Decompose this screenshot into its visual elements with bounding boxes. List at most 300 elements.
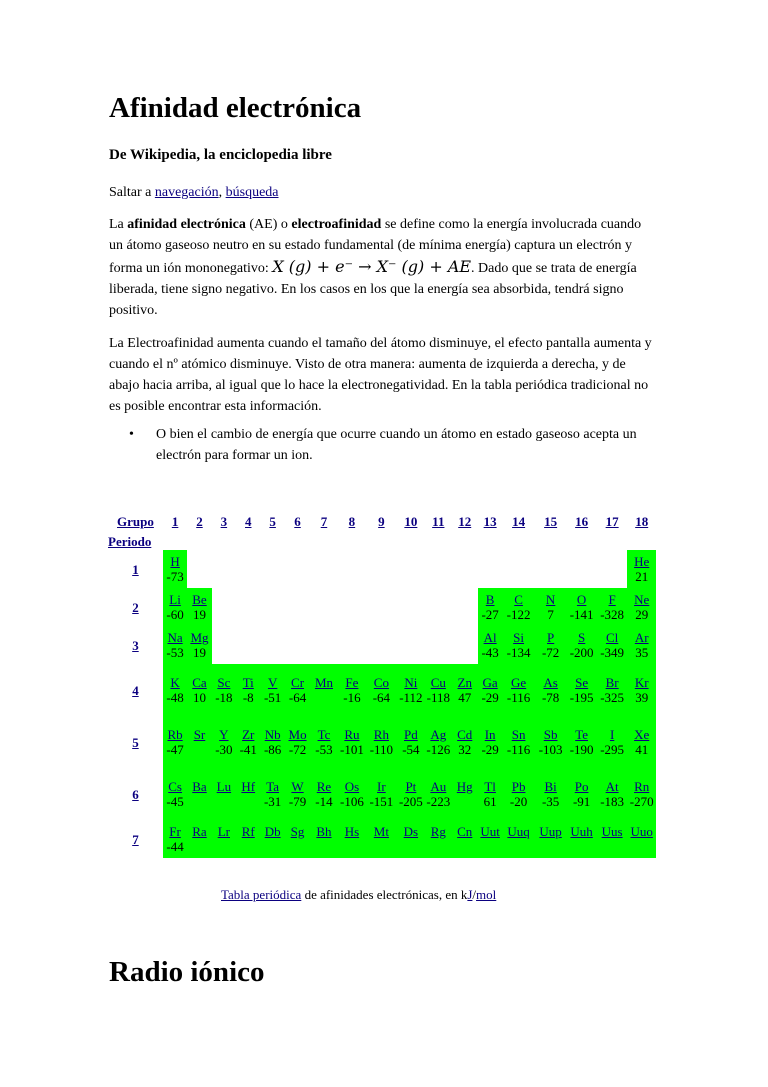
group-header-12[interactable] bbox=[452, 512, 478, 532]
element-cell-Al[interactable] bbox=[478, 626, 502, 664]
period-label[interactable]: Periodo bbox=[108, 533, 152, 549]
element-symbol-Y[interactable]: Y bbox=[219, 727, 229, 742]
empty-cell bbox=[310, 550, 337, 588]
element-cell-Ta[interactable] bbox=[260, 768, 284, 820]
element-cell-Ni[interactable] bbox=[397, 664, 425, 716]
element-symbol-Se[interactable]: Se bbox=[575, 675, 589, 690]
element-cell-Cs[interactable] bbox=[163, 768, 187, 820]
element-symbol-O[interactable]: O bbox=[576, 592, 587, 607]
group-header-16[interactable] bbox=[566, 512, 597, 532]
element-symbol-Sr[interactable]: Sr bbox=[193, 727, 206, 742]
element-affinity-Cn bbox=[452, 839, 478, 854]
element-cell-Fe[interactable] bbox=[338, 664, 366, 716]
element-affinity-Ti: -8 bbox=[242, 690, 254, 705]
element-symbol-Rh[interactable]: Rh bbox=[373, 727, 389, 742]
element-symbol-Ne[interactable]: Ne bbox=[634, 592, 650, 607]
element-cell-Hg[interactable] bbox=[452, 768, 478, 820]
group-label[interactable] bbox=[108, 512, 163, 532]
element-cell-Li[interactable] bbox=[163, 588, 187, 626]
element-cell-Mg[interactable] bbox=[187, 626, 211, 664]
empty-cell bbox=[236, 550, 260, 588]
element-cell-O[interactable] bbox=[566, 588, 597, 626]
element-symbol-Bi[interactable]: Bi bbox=[544, 779, 557, 794]
element-cell-Uus[interactable] bbox=[597, 820, 628, 858]
period-header-filler bbox=[163, 532, 656, 550]
group-header-1[interactable] bbox=[163, 512, 187, 532]
element-cell-Zn[interactable] bbox=[452, 664, 478, 716]
element-symbol-Uuq[interactable]: Uuq bbox=[507, 824, 530, 839]
element-symbol-Ta[interactable]: Ta bbox=[266, 779, 280, 794]
empty-cell bbox=[597, 550, 628, 588]
element-cell-N[interactable] bbox=[535, 588, 567, 626]
element-cell-Hf[interactable] bbox=[236, 768, 260, 820]
element-cell-Rn[interactable] bbox=[627, 768, 656, 820]
element-cell-I[interactable] bbox=[597, 716, 628, 768]
element-cell-Br[interactable] bbox=[597, 664, 628, 716]
element-cell-Cl[interactable] bbox=[597, 626, 628, 664]
p1-text-2: (AE) o bbox=[245, 217, 292, 232]
element-symbol-Zn[interactable]: Zn bbox=[457, 675, 472, 690]
p1-text-3: se define como la energía involucrada cuando un átomo gaseoso neutro en su estado fundamental (de mínima energía) captura un electrón y forma un ión mononegativo: bbox=[109, 217, 642, 276]
element-symbol-In[interactable]: In bbox=[484, 727, 496, 742]
element-affinity-Rf bbox=[236, 839, 260, 854]
element-affinity-Mg: 19 bbox=[192, 645, 206, 660]
element-symbol-Ds[interactable]: Ds bbox=[403, 824, 419, 839]
element-symbol-Ba[interactable]: Ba bbox=[192, 779, 207, 794]
element-affinity-Hs bbox=[338, 839, 366, 854]
element-cell-Uuo[interactable] bbox=[627, 820, 656, 858]
element-cell-Uuh[interactable] bbox=[566, 820, 597, 858]
element-symbol-Po[interactable]: Po bbox=[574, 779, 589, 794]
period-number-6[interactable]: 6 bbox=[132, 786, 139, 802]
element-affinity-Sg bbox=[285, 839, 310, 854]
group-header-10[interactable] bbox=[397, 512, 425, 532]
empty-cell bbox=[452, 588, 478, 626]
joule-link[interactable]: J bbox=[467, 887, 473, 902]
element-cell-Ba[interactable] bbox=[187, 768, 211, 820]
element-cell-Tl[interactable] bbox=[478, 768, 502, 820]
element-symbol-Hs[interactable]: Hs bbox=[344, 824, 360, 839]
empty-cell bbox=[452, 626, 478, 664]
empty-cell bbox=[285, 588, 310, 626]
element-cell-Pt[interactable] bbox=[397, 768, 425, 820]
element-cell-Xe[interactable] bbox=[627, 716, 656, 768]
element-symbol-Kr[interactable]: Kr bbox=[634, 675, 649, 690]
element-affinity-Au: -223 bbox=[426, 794, 451, 809]
empty-cell bbox=[366, 588, 397, 626]
element-affinity-N: 7 bbox=[547, 607, 554, 622]
element-cell-Be[interactable] bbox=[187, 588, 211, 626]
empty-cell bbox=[187, 550, 211, 588]
element-affinity-V: -51 bbox=[263, 690, 282, 705]
group-header-8[interactable] bbox=[338, 512, 366, 532]
element-cell-W[interactable] bbox=[285, 768, 310, 820]
element-cell-Uup[interactable] bbox=[535, 820, 567, 858]
group-link-14[interactable]: 14 bbox=[512, 514, 526, 529]
element-symbol-Cs[interactable]: Cs bbox=[168, 779, 182, 794]
element-affinity-Y: -30 bbox=[215, 742, 233, 757]
period-row bbox=[108, 626, 656, 664]
element-cell-Mt[interactable] bbox=[366, 820, 397, 858]
element-symbol-As[interactable]: As bbox=[543, 675, 558, 690]
element-symbol-He[interactable]: He bbox=[634, 554, 650, 569]
element-cell-Rh[interactable] bbox=[366, 716, 397, 768]
group-header-18[interactable] bbox=[627, 512, 656, 532]
element-symbol-Al[interactable]: Al bbox=[483, 630, 497, 645]
period-row bbox=[108, 768, 656, 820]
element-symbol-Rf[interactable]: Rf bbox=[241, 824, 255, 839]
periodic-table bbox=[108, 512, 656, 858]
element-symbol-W[interactable]: W bbox=[291, 779, 304, 794]
element-affinity-Cl: -349 bbox=[600, 645, 625, 660]
element-symbol-Ni[interactable]: Ni bbox=[404, 675, 418, 690]
element-symbol-Mo[interactable]: Mo bbox=[288, 727, 307, 742]
group-link-13[interactable]: 13 bbox=[483, 514, 497, 529]
mol-link[interactable]: mol bbox=[476, 887, 497, 902]
element-cell-Nb[interactable] bbox=[260, 716, 284, 768]
element-cell-Re[interactable] bbox=[310, 768, 337, 820]
element-affinity-F: -328 bbox=[600, 607, 625, 622]
group-link-4[interactable]: 4 bbox=[245, 514, 252, 529]
element-cell-Lr[interactable] bbox=[212, 820, 236, 858]
element-symbol-Te[interactable]: Te bbox=[575, 727, 589, 742]
element-symbol-Zr[interactable]: Zr bbox=[242, 727, 255, 742]
element-symbol-Fr[interactable]: Fr bbox=[169, 824, 181, 839]
element-cell-Na[interactable] bbox=[163, 626, 187, 664]
element-symbol-At[interactable]: At bbox=[605, 779, 619, 794]
element-symbol-Sn[interactable]: Sn bbox=[511, 727, 526, 742]
element-cell-Rb[interactable] bbox=[163, 716, 187, 768]
element-affinity-Cd: 32 bbox=[458, 742, 472, 757]
element-cell-Fr[interactable] bbox=[163, 820, 187, 858]
group-link-8[interactable]: 8 bbox=[348, 514, 356, 529]
group-header-3[interactable] bbox=[212, 512, 236, 532]
period-number-4[interactable]: 4 bbox=[132, 682, 139, 698]
element-cell-B[interactable] bbox=[478, 588, 502, 626]
group-header-2[interactable] bbox=[187, 512, 211, 532]
element-affinity-Mo: -72 bbox=[288, 742, 307, 757]
element-cell-Te[interactable] bbox=[566, 716, 597, 768]
element-affinity-Po: -91 bbox=[572, 794, 591, 809]
period-number-7[interactable]: 7 bbox=[132, 831, 139, 847]
element-affinity-K: -48 bbox=[166, 690, 184, 705]
element-affinity-Rg bbox=[425, 839, 451, 854]
group-link-18[interactable]: 18 bbox=[635, 514, 649, 529]
element-cell-Rf[interactable] bbox=[236, 820, 260, 858]
group-label-link[interactable]: Grupo bbox=[117, 514, 154, 529]
element-symbol-Re[interactable]: Re bbox=[316, 779, 332, 794]
group-link-1[interactable]: 1 bbox=[171, 514, 179, 529]
element-symbol-Pt[interactable]: Pt bbox=[405, 779, 417, 794]
element-cell-Cd[interactable] bbox=[452, 716, 478, 768]
element-symbol-H[interactable]: H bbox=[170, 554, 180, 569]
element-cell-Mo[interactable] bbox=[285, 716, 310, 768]
element-cell-Sg[interactable] bbox=[285, 820, 310, 858]
element-symbol-F[interactable]: F bbox=[608, 592, 616, 607]
element-affinity-Cr: -64 bbox=[288, 690, 307, 705]
group-link-9[interactable]: 9 bbox=[378, 514, 385, 529]
element-symbol-Cr[interactable]: Cr bbox=[291, 675, 305, 690]
period-number-1[interactable]: 1 bbox=[132, 561, 139, 577]
element-cell-Sc[interactable] bbox=[212, 664, 236, 716]
element-symbol-Cl[interactable]: Cl bbox=[605, 630, 619, 645]
element-symbol-Pb[interactable]: Pb bbox=[511, 779, 526, 794]
jump-search-link[interactable]: búsqueda bbox=[225, 185, 279, 200]
element-cell-Ca[interactable] bbox=[187, 664, 211, 716]
element-cell-Cu[interactable] bbox=[425, 664, 451, 716]
element-cell-Ra[interactable] bbox=[187, 820, 211, 858]
element-cell-F[interactable] bbox=[597, 588, 628, 626]
element-symbol-B[interactable]: B bbox=[485, 592, 495, 607]
group-header-17[interactable] bbox=[597, 512, 628, 532]
period-number-5[interactable]: 5 bbox=[132, 734, 139, 750]
element-symbol-Uup[interactable]: Uup bbox=[539, 824, 562, 839]
element-affinity-Al: -43 bbox=[481, 645, 499, 660]
element-symbol-Sg[interactable]: Sg bbox=[290, 824, 305, 839]
element-cell-Db[interactable] bbox=[260, 820, 284, 858]
element-cell-Pb[interactable] bbox=[502, 768, 535, 820]
element-symbol-Ti[interactable]: Ti bbox=[242, 675, 254, 690]
element-affinity-B: -27 bbox=[481, 607, 499, 622]
group-link-2[interactable]: 2 bbox=[196, 514, 203, 529]
group-link-12[interactable]: 12 bbox=[458, 514, 472, 529]
element-cell-In[interactable] bbox=[478, 716, 502, 768]
element-symbol-S[interactable]: S bbox=[578, 630, 586, 645]
element-affinity-Os: -106 bbox=[339, 794, 364, 809]
element-symbol-Be[interactable]: Be bbox=[192, 592, 207, 607]
element-symbol-P[interactable]: P bbox=[547, 630, 555, 645]
element-cell-Bi[interactable] bbox=[535, 768, 567, 820]
element-symbol-Rg[interactable]: Rg bbox=[430, 824, 446, 839]
element-cell-Lu[interactable] bbox=[212, 768, 236, 820]
periodic-table-link[interactable]: Tabla periódica bbox=[221, 887, 302, 902]
element-cell-Rg[interactable] bbox=[425, 820, 451, 858]
element-cell-P[interactable] bbox=[535, 626, 567, 664]
empty-cell bbox=[425, 626, 451, 664]
element-symbol-Hf[interactable]: Hf bbox=[241, 779, 256, 794]
element-symbol-Lu[interactable]: Lu bbox=[216, 779, 232, 794]
element-symbol-Au[interactable]: Au bbox=[430, 779, 447, 794]
element-symbol-Ru[interactable]: Ru bbox=[344, 727, 360, 742]
period-number-3[interactable]: 3 bbox=[132, 637, 139, 653]
element-cell-Ir[interactable] bbox=[366, 768, 397, 820]
element-symbol-Br[interactable]: Br bbox=[605, 675, 619, 690]
element-affinity-Zr: -41 bbox=[239, 742, 257, 757]
section-heading-radio-ionico: Radio iónico bbox=[109, 956, 265, 988]
element-affinity-Se: -195 bbox=[569, 690, 594, 705]
element-cell-Ag[interactable] bbox=[425, 716, 451, 768]
empty-cell bbox=[285, 626, 310, 664]
group-header-13[interactable] bbox=[478, 512, 502, 532]
element-affinity-Re: -14 bbox=[315, 794, 333, 809]
element-symbol-Pd[interactable]: Pd bbox=[404, 727, 418, 742]
element-cell-V[interactable] bbox=[260, 664, 284, 716]
element-cell-K[interactable] bbox=[163, 664, 187, 716]
element-cell-Uut[interactable] bbox=[478, 820, 502, 858]
element-symbol-Li[interactable]: Li bbox=[169, 592, 181, 607]
element-affinity-Hg bbox=[452, 794, 478, 809]
element-symbol-Uuo[interactable]: Uuo bbox=[630, 824, 653, 839]
element-symbol-Xe[interactable]: Xe bbox=[634, 727, 650, 742]
jump-navigation-link[interactable]: navegación bbox=[154, 185, 219, 200]
element-cell-Ga[interactable] bbox=[478, 664, 502, 716]
empty-cell bbox=[535, 550, 567, 588]
element-symbol-Si[interactable]: Si bbox=[513, 630, 525, 645]
group-header-6[interactable] bbox=[285, 512, 310, 532]
element-affinity-Ni: -112 bbox=[399, 690, 423, 705]
element-affinity-Cu: -118 bbox=[426, 690, 450, 705]
empty-cell bbox=[566, 550, 597, 588]
element-symbol-K[interactable]: K bbox=[170, 675, 180, 690]
element-affinity-Sr bbox=[187, 742, 211, 757]
empty-cell bbox=[212, 626, 236, 664]
element-symbol-C[interactable]: C bbox=[514, 592, 523, 607]
element-affinity-Ge: -116 bbox=[506, 690, 531, 705]
element-cell-Au[interactable] bbox=[425, 768, 451, 820]
group-header-15[interactable] bbox=[535, 512, 567, 532]
element-affinity-Rh: -110 bbox=[369, 742, 394, 757]
group-link-7[interactable]: 7 bbox=[320, 514, 328, 529]
element-symbol-I[interactable]: I bbox=[609, 727, 615, 742]
element-affinity-Sc: -18 bbox=[215, 690, 233, 705]
group-header-9[interactable] bbox=[366, 512, 397, 532]
element-affinity-Li: -60 bbox=[166, 607, 184, 622]
group-link-5[interactable]: 5 bbox=[269, 514, 276, 529]
element-cell-As[interactable] bbox=[535, 664, 567, 716]
element-affinity-Co: -64 bbox=[372, 690, 391, 705]
element-symbol-Ar[interactable]: Ar bbox=[634, 630, 649, 645]
element-affinity-Ta: -31 bbox=[263, 794, 282, 809]
element-affinity-Br: -325 bbox=[600, 690, 625, 705]
element-symbol-Ga[interactable]: Ga bbox=[482, 675, 498, 690]
empty-cell bbox=[366, 550, 397, 588]
group-link-3[interactable]: 3 bbox=[220, 514, 228, 529]
element-symbol-Mg[interactable]: Mg bbox=[190, 630, 209, 645]
element-cell-Ti[interactable] bbox=[236, 664, 260, 716]
element-cell-Kr[interactable] bbox=[627, 664, 656, 716]
element-symbol-Sb[interactable]: Sb bbox=[543, 727, 558, 742]
element-cell-Sn[interactable] bbox=[502, 716, 535, 768]
element-cell-Sr[interactable] bbox=[187, 716, 211, 768]
element-cell-Co[interactable] bbox=[366, 664, 397, 716]
element-symbol-Fe[interactable]: Fe bbox=[345, 675, 359, 690]
group-link-6[interactable]: 6 bbox=[294, 514, 301, 529]
period-number-2[interactable]: 2 bbox=[132, 599, 139, 615]
element-symbol-Cu[interactable]: Cu bbox=[430, 675, 446, 690]
element-symbol-Mn[interactable]: Mn bbox=[314, 675, 333, 690]
element-cell-Po[interactable] bbox=[566, 768, 597, 820]
group-header-14[interactable] bbox=[502, 512, 535, 532]
group-header-7[interactable] bbox=[310, 512, 337, 532]
group-link-10[interactable]: 10 bbox=[404, 514, 418, 529]
element-cell-Si[interactable] bbox=[502, 626, 535, 664]
element-affinity-Tc: -53 bbox=[315, 742, 333, 757]
element-symbol-Sc[interactable]: Sc bbox=[217, 675, 231, 690]
element-symbol-Lr[interactable]: Lr bbox=[217, 824, 230, 839]
element-cell-Os[interactable] bbox=[338, 768, 366, 820]
element-symbol-Ge[interactable]: Ge bbox=[511, 675, 527, 690]
element-cell-S[interactable] bbox=[566, 626, 597, 664]
element-cell-Ds[interactable] bbox=[397, 820, 425, 858]
element-cell-C[interactable] bbox=[502, 588, 535, 626]
element-cell-Mn[interactable] bbox=[310, 664, 337, 716]
group-header-11[interactable] bbox=[425, 512, 451, 532]
element-cell-Hs[interactable] bbox=[338, 820, 366, 858]
element-cell-Cr[interactable] bbox=[285, 664, 310, 716]
element-cell-Cn[interactable] bbox=[452, 820, 478, 858]
group-header-5[interactable] bbox=[260, 512, 284, 532]
element-symbol-Rb[interactable]: Rb bbox=[167, 727, 183, 742]
element-affinity-W: -79 bbox=[288, 794, 307, 809]
element-symbol-Ra[interactable]: Ra bbox=[192, 824, 207, 839]
element-symbol-Mt[interactable]: Mt bbox=[373, 824, 389, 839]
element-symbol-Tl[interactable]: Tl bbox=[484, 779, 496, 794]
intro-paragraph bbox=[109, 214, 654, 321]
element-symbol-Ca[interactable]: Ca bbox=[192, 675, 207, 690]
element-symbol-Uus[interactable]: Uus bbox=[601, 824, 623, 839]
element-cell-H[interactable] bbox=[163, 550, 187, 588]
empty-cell bbox=[310, 588, 337, 626]
element-symbol-Cn[interactable]: Cn bbox=[457, 824, 473, 839]
element-affinity-Uuq bbox=[502, 839, 535, 854]
element-symbol-N[interactable]: N bbox=[545, 592, 556, 607]
element-symbol-Hg[interactable]: Hg bbox=[456, 779, 473, 794]
group-link-17[interactable]: 17 bbox=[605, 514, 619, 529]
element-symbol-Cd[interactable]: Cd bbox=[457, 727, 473, 742]
element-cell-Ne[interactable] bbox=[627, 588, 656, 626]
element-cell-Sb[interactable] bbox=[535, 716, 567, 768]
element-cell-Y[interactable] bbox=[212, 716, 236, 768]
element-symbol-Os[interactable]: Os bbox=[344, 779, 360, 794]
group-link-11[interactable]: 11 bbox=[432, 514, 445, 529]
element-symbol-Co[interactable]: Co bbox=[373, 675, 389, 690]
element-symbol-Tc[interactable]: Tc bbox=[317, 727, 331, 742]
group-header-4[interactable] bbox=[236, 512, 260, 532]
element-cell-Uuq[interactable] bbox=[502, 820, 535, 858]
element-symbol-Db[interactable]: Db bbox=[264, 824, 281, 839]
table-caption bbox=[221, 887, 496, 903]
element-cell-Tc[interactable] bbox=[310, 716, 337, 768]
element-symbol-Uuh[interactable]: Uuh bbox=[570, 824, 593, 839]
element-cell-At[interactable] bbox=[597, 768, 628, 820]
element-cell-Se[interactable] bbox=[566, 664, 597, 716]
element-cell-Ru[interactable] bbox=[338, 716, 366, 768]
empty-cell bbox=[338, 626, 366, 664]
element-cell-Bh[interactable] bbox=[310, 820, 337, 858]
empty-cell bbox=[502, 550, 535, 588]
element-symbol-Na[interactable]: Na bbox=[167, 630, 183, 645]
element-cell-Zr[interactable] bbox=[236, 716, 260, 768]
element-affinity-Ds bbox=[397, 839, 425, 854]
element-symbol-Ir[interactable]: Ir bbox=[377, 779, 386, 794]
element-cell-Pd[interactable] bbox=[397, 716, 425, 768]
element-cell-Ar[interactable] bbox=[627, 626, 656, 664]
element-cell-He[interactable] bbox=[627, 550, 656, 588]
element-symbol-Nb[interactable]: Nb bbox=[264, 727, 281, 742]
empty-cell bbox=[366, 626, 397, 664]
element-cell-Ge[interactable] bbox=[502, 664, 535, 716]
element-symbol-V[interactable]: V bbox=[267, 675, 278, 690]
element-affinity-Fe: -16 bbox=[343, 690, 361, 705]
empty-cell bbox=[212, 550, 236, 588]
element-symbol-Uut[interactable]: Uut bbox=[480, 824, 500, 839]
list-item: • O bien el cambio de energía que ocurre cuando un átomo en estado gaseoso acepta un electrón para formar un ion. bbox=[156, 424, 654, 466]
element-symbol-Ag[interactable]: Ag bbox=[430, 727, 447, 742]
element-symbol-Rn[interactable]: Rn bbox=[634, 779, 650, 794]
element-symbol-Bh[interactable]: Bh bbox=[316, 824, 332, 839]
group-link-16[interactable]: 16 bbox=[575, 514, 589, 529]
group-link-15[interactable]: 15 bbox=[544, 514, 558, 529]
